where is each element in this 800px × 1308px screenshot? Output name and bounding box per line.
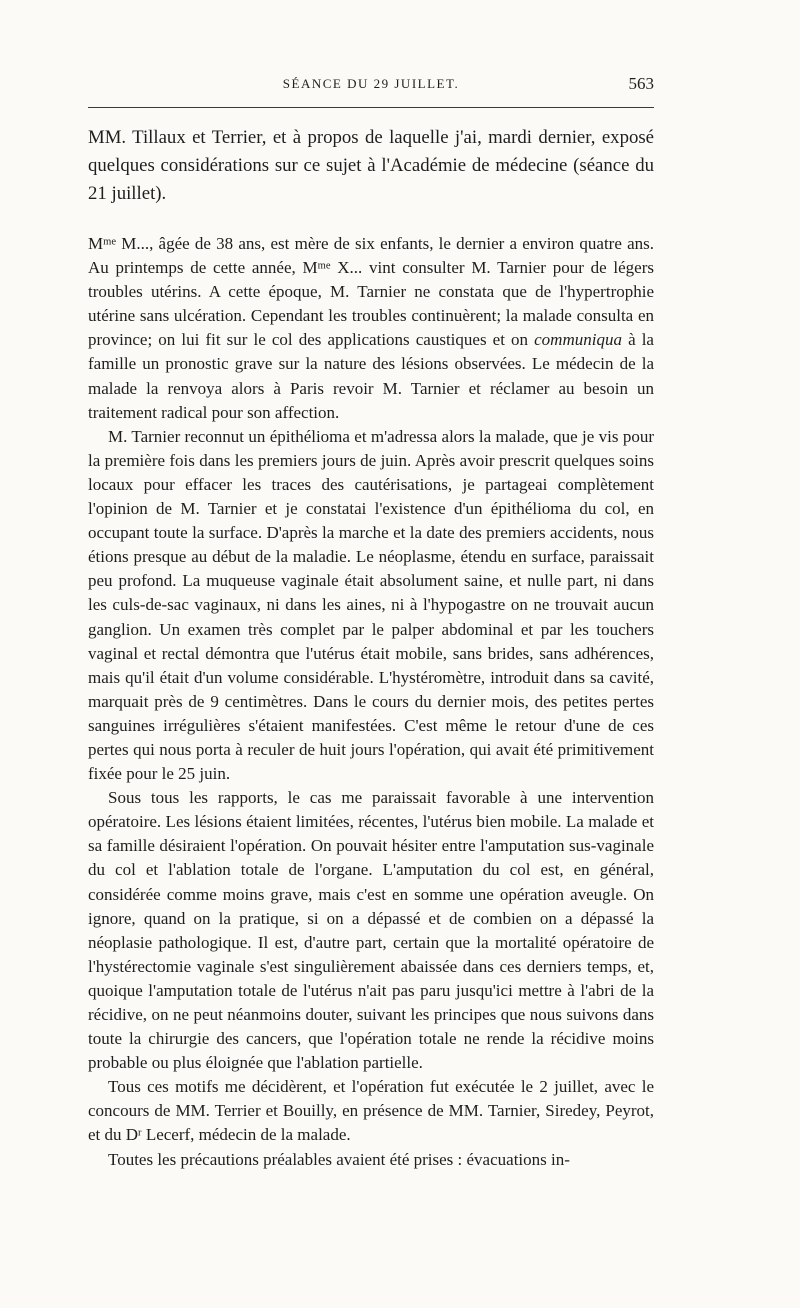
text-run: M..., âgée de 38 ans, est mère de six enfants, le dernier a environ quatre ans. Au printemps de cette année, M — [88, 234, 654, 278]
superscript: me — [317, 260, 331, 272]
superscript: r — [138, 1127, 142, 1139]
paragraph-gap — [88, 208, 654, 232]
header-rule — [88, 107, 654, 108]
text-run: M — [88, 234, 104, 253]
paragraph-precautions: Toutes les précautions préalables avaient été prises : évacuations in- — [108, 1149, 570, 1169]
body-text — [88, 124, 654, 1172]
running-title: SÉANCE DU 29 JUILLET. — [282, 76, 460, 91]
text-run: Lecerf, médecin de la malade. — [141, 1125, 351, 1145]
paragraph-continuation: MM. Tillaux et Terrier, et à propos de laquelle j'ai, mardi dernier, exposé quelques considérations sur ce sujet à l'Académie de médecine (séance du 21 juillet). — [88, 127, 654, 204]
paragraph-examination: M. Tarnier reconnut un épithélioma et m'adressa alors la malade, que je vis pour la première fois dans les premiers jours de juin. Après avoir prescrit quelques soins locaux pour effacer les traces des cautérisations, je partageai complètement l'opinion de M. Tarnier et je constatai l'existence d'un épithélioma du col, en occupant toute la surface. D'après la marche et la date des premiers accidents, nous étions presque au début de la maladie. Le néoplasme, étendu en surface, paraissait peu profond. La muqueuse vaginale était absolument saine, et nulle part, ni dans les culs-de-sac vaginaux, ni dans les aines, ni à l'hypogastre on ne trouvait aucun ganglion. Un examen très complet par le palper abdominal et par les touchers vaginal et rectal démontra que l'utérus était mobile, sans brides, sans adhérences, mais qu'il était d'un volume considérable. L'hystéromètre, introduit dans sa cavité, marquait près de 9 centimètres. Dans le cours du dernier mois, des petites pertes sanguines irrégulières s'étaient manifestées. C'est même le retour d'une de ces pertes qui nous porta à reculer de huit jours l'opération, qui avait été primitivement fixée pour le 25 juin. — [88, 426, 654, 784]
text-run: à la famille un pronostic grave sur la nature des lésions observées. Le médecin de la malade la renvoya alors à Paris revoir M. Tarnier et réclamer au besoin un traitement radical pour son affection. — [88, 330, 654, 422]
paragraph-reasoning: Sous tous les rapports, le cas me paraissait favorable à une intervention opératoire. Les lésions étaient limitées, récentes, l'utérus bien mobile. La malade et sa famille désiraient l'opération. On pouvait hésiter entre l'amputation sus-vaginale du col et l'ablation totale de l'organe. L'amputation du col est, en général, considérée comme moins grave, mais c'est en somme une opération aveugle. On ignore, quand on la pratique, si on a dépassé et de combien on a dépassé la néoplasie pathologique. Il est, d'autre part, certain que la mortalité opératoire de l'hystérectomie vaginale s'est singulièrement abaissée dans ces derniers temps, et, quoique l'amputation totale de l'utérus n'ait pas paru jusqu'ici mettre à l'abri de la récidive, on ne peut néanmoins douter, suivant les principes que nous suivons dans toute la chirurgie des cancers, que l'opération totale ne rende la récidive moins probable ou plus éloignée que l'ablation partielle. — [88, 788, 654, 1073]
text-run: X... vint consulter M. Tarnier pour de légers troubles utérins. A cette époque, M. Tarnier ne constata que de l'hypertrophie utérine sans ulcération. Cependant les troubles continuèrent; la malade consulta en province; on lui fit sur le col des applications caustiques et on — [88, 258, 654, 350]
text-run: Tous ces motifs me décidèrent, et l'opération fut exécutée le 2 juillet, avec le concours de MM. Terrier et Bouilly, en présence de MM. Tarnier, Siredey, Peyrot, et du D — [88, 1077, 654, 1145]
italic-word: communiqua — [534, 330, 622, 350]
paragraph-operation — [88, 1075, 654, 1147]
paragraph-case-history — [88, 232, 654, 425]
running-header — [88, 76, 654, 100]
superscript: me — [103, 236, 116, 248]
page-number: 563 — [628, 74, 654, 93]
